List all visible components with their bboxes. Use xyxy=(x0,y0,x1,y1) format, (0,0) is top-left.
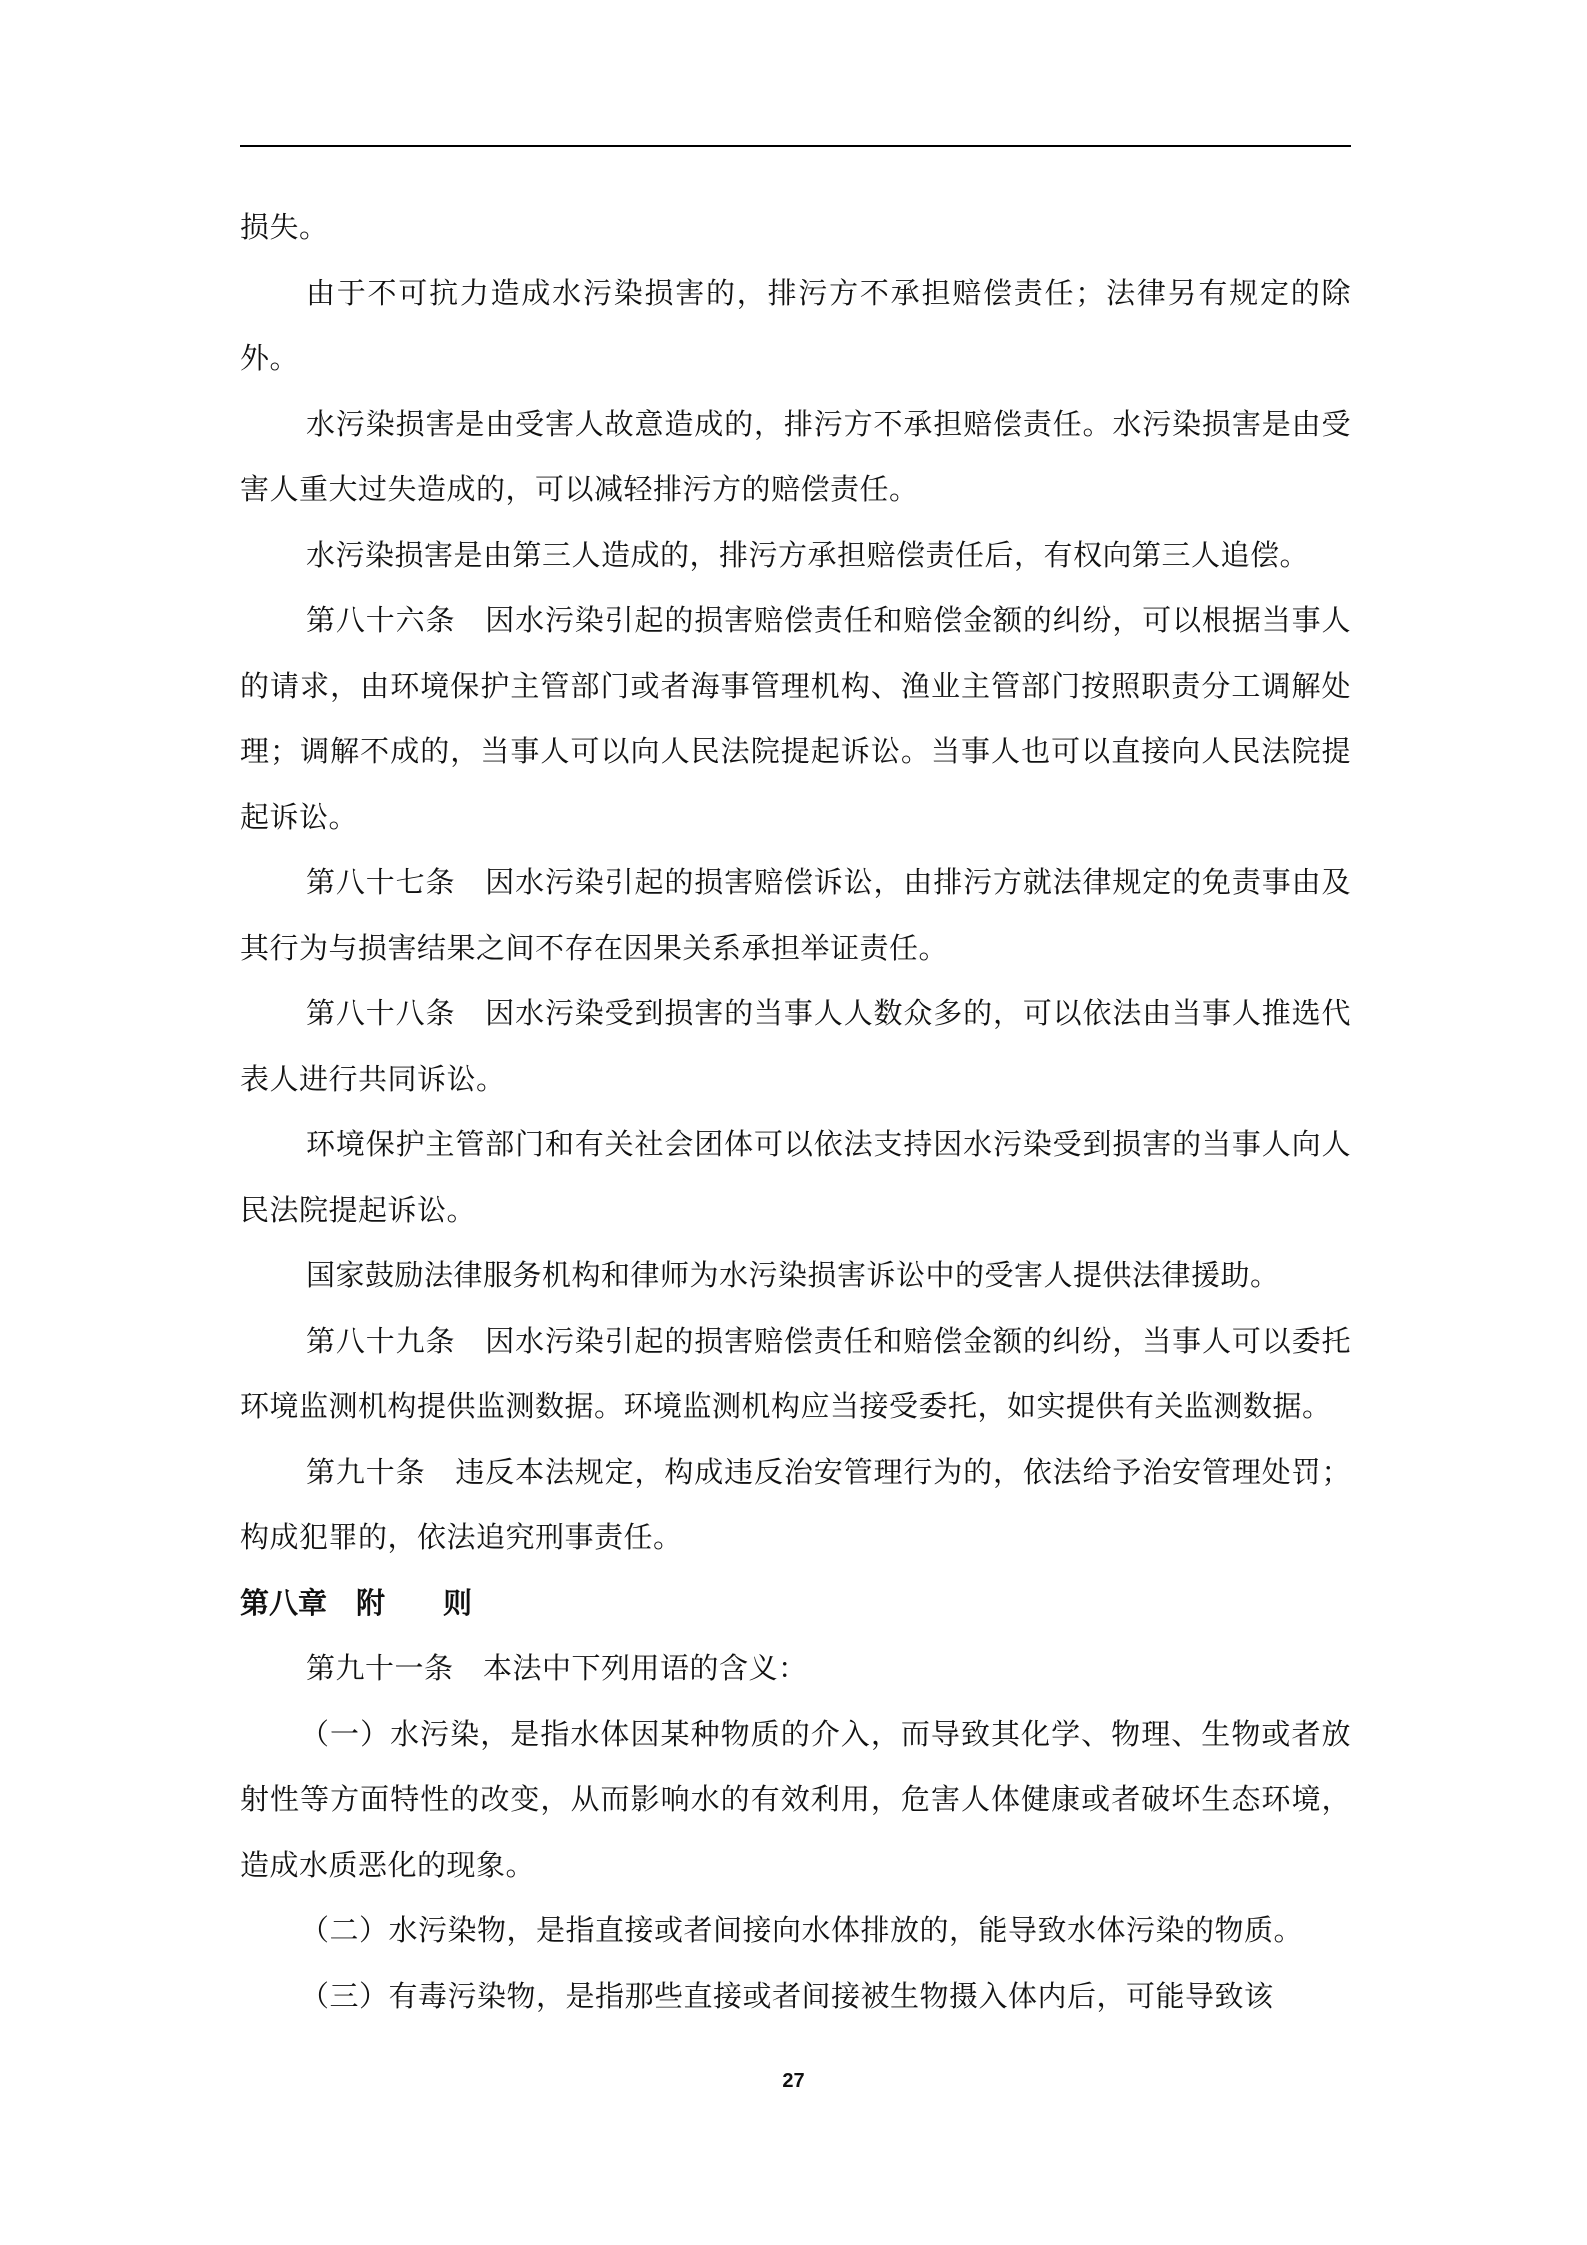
page-number: 27 xyxy=(782,2070,805,2092)
chapter-heading: 第八章 附 则 xyxy=(240,1585,473,1620)
article-91: 第九十一条 本法中下列用语的含义： xyxy=(306,1651,808,1685)
definition-item: （二）水污染物，是指直接或者间接向水体排放的，能导致水体污染的物质。 xyxy=(300,1913,1304,1947)
article-86: 第八十六条 因水污染引起的损害赔偿责任和赔偿金额的纠纷，可以根据当事人的请求，由环境保护主管部门或者海事管理机构、渔业主管部门按照职责分工调解处理；调解不成的，当事人可以向人民法院提起诉讼。当事人也可以直接向人民法院提起诉讼。 xyxy=(240,603,1351,834)
paragraph: 水污染损害是由受害人故意造成的，排污方不承担赔偿责任。水污染损害是由受害人重大过失造成的，可以减轻排污方的赔偿责任。 xyxy=(240,406,1351,506)
header-rule xyxy=(240,145,1351,147)
paragraph: 损失。 xyxy=(240,210,329,244)
document-body xyxy=(240,195,1351,2029)
definition-item: （一）水污染，是指水体因某种物质的介入，而导致其化学、物理、生物或者放射性等方面特性的改变，从而影响水的有效利用，危害人体健康或者破坏生态环境，造成水质恶化的现象。 xyxy=(240,1716,1351,1882)
paragraph: 国家鼓励法律服务机构和律师为水污染损害诉讼中的受害人提供法律援助。 xyxy=(306,1258,1280,1292)
article-88: 第八十八条 因水污染受到损害的当事人人数众多的，可以依法由当事人推选代表人进行共同诉讼。 xyxy=(240,996,1351,1096)
article-90: 第九十条 违反本法规定，构成违反治安管理行为的，依法给予治安管理处罚；构成犯罪的，依法追究刑事责任。 xyxy=(240,1454,1351,1554)
definition-item: （三）有毒污染物，是指那些直接或者间接被生物摄入体内后，可能导致该 xyxy=(300,1978,1274,2013)
paragraph: 水污染损害是由第三人造成的，排污方承担赔偿责任后，有权向第三人追偿。 xyxy=(306,537,1310,572)
article-87: 第八十七条 因水污染引起的损害赔偿诉讼，由排污方就法律规定的免责事由及其行为与损害结果之间不存在因果关系承担举证责任。 xyxy=(240,865,1351,965)
paragraph: 环境保护主管部门和有关社会团体可以依法支持因水污染受到损害的当事人向人民法院提起诉讼。 xyxy=(240,1127,1351,1227)
article-89: 第八十九条 因水污染引起的损害赔偿责任和赔偿金额的纠纷，当事人可以委托环境监测机构提供监测数据。环境监测机构应当接受委托，如实提供有关监测数据。 xyxy=(240,1323,1351,1423)
paragraph: 由于不可抗力造成水污染损害的，排污方不承担赔偿责任；法律另有规定的除外。 xyxy=(240,275,1351,375)
